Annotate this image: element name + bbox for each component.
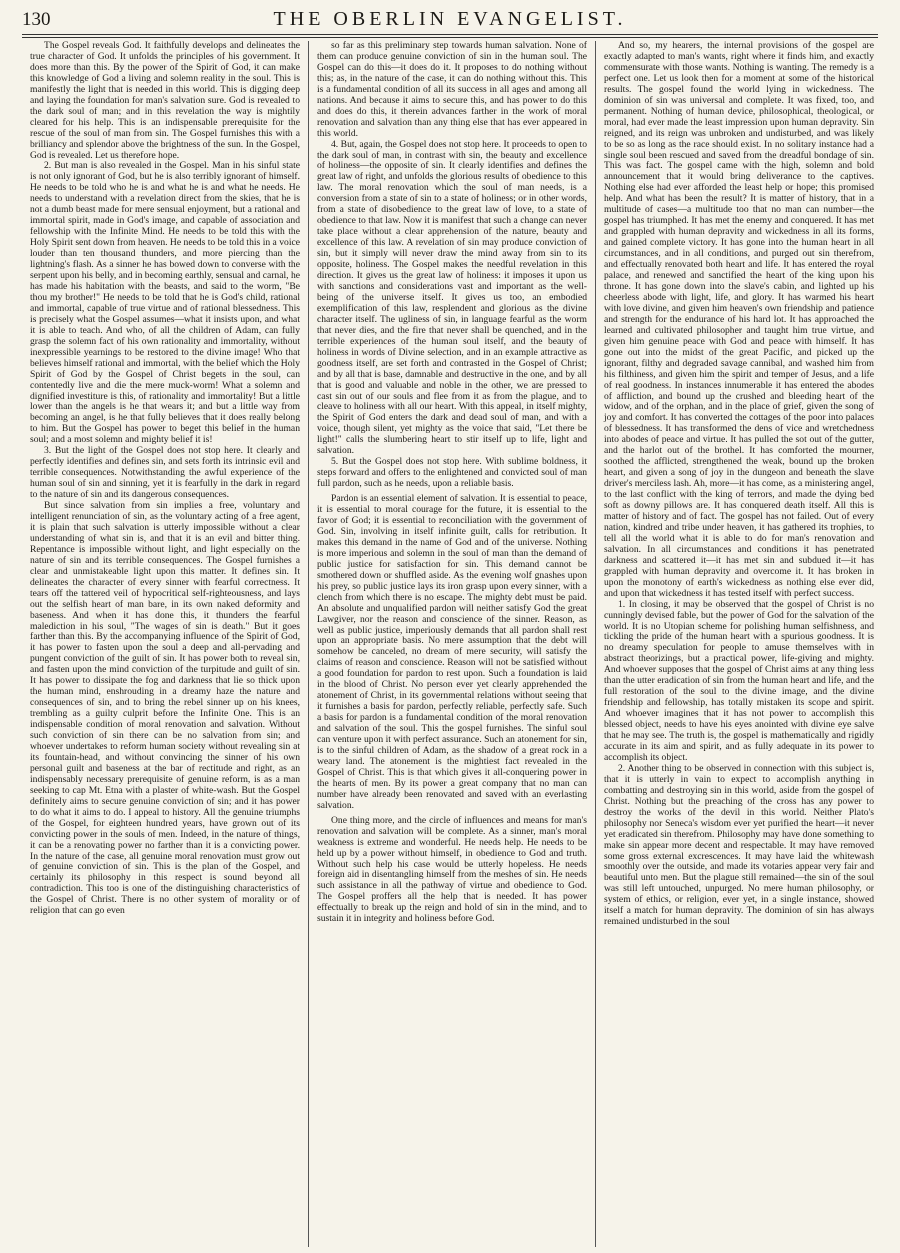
paragraph: One thing more, and the circle of influences and means for man's renovation and salvation will be complete. As a sinner, man's moral weakness is extreme and wonderful. He needs help. He needs to be held up by a power without himself, in obedience to God and truth. Without such help his case would be utterly hopeless. He needs foreign aid in disentangling himself from the meshes of sin. He needs such assistance in all the pathway of virtue and obedience to God. The Gospel proffers all the help that is needed. It has power effectually to break up the reign and hold of sin in the mind, and to sustain it in integrity and holiness before God. [317, 814, 587, 925]
paragraph: 5. But the Gospel does not stop here. With sublime boldness, it steps forward and offers to the enlightened and convicted soul of man full pardon, such as he needs, upon a reliable basis. [317, 456, 587, 490]
column-1 [22, 41, 308, 1247]
paragraph: 3. But the light of the Gospel does not stop here. It clearly and perfectly identifies and defines sin, and sets forth its intrinsic evil and terrible consequences. Notwithstanding the awful experience of the human soul of sin and sinning, yet it is fearfully in the dark in regard to the nature of sin and its dangerous consequences. [30, 445, 300, 501]
paragraph: The Gospel reveals God. It faithfully develops and delineates the true character of God. It unfolds the principles of his government. It does more than this. By the power of the Spirit of God, it can make this knowledge of God a living and solemn reality in the soul. This is manifestly the light that is needed in this world. This is digging deep and laying the foundation for man's salvation sure. God is revealed to the dark soul of man; and in this revelation the way is mightily cleared for his help. This is an indispensable prerequisite for the rescue of the soul of man from sin. The Gospel furnishes this with a brilliancy and splendor above the brightness of the sun. In the Gospel, God is revealed. Let us therefore hope. [30, 41, 300, 161]
masthead-title: THE OBERLIN EVANGELIST. [273, 8, 627, 30]
paragraph: 4. But, again, the Gospel does not stop here. It proceeds to open to the dark soul of man, in contrast with sin, the beauty and excellence of holiness—the opposite of sin. It clearly identifies and defines the great law of right, and unfolds the glorious results of obedience to this law. The moral renovation which the soul of man needs, is a conversion from a state of sin to a state of holiness; or in other words, from a state of disobedience to the great law of love, to a state of obedience to that law. Now it is manifest that such a change can never take place without a clear apprehension of the nature, beauty and excellence of this law. A revelation of sin may produce conviction of sin, but it simply will never draw the mind away from sin to its opposite, holiness. The Gospel makes the needful revelation in this direction. It gives us the great law of holiness: it imposes it upon us with sanctions and considerations vast and important as the well-being of the universe itself. It gives us too, an embodied exemplification of this law, resplendent and glorious as the divine character itself. The ugliness of sin, in language fearful as the worm that never dies, and the fire that never shall be quenched, and in the terrible experiences of the human soul itself, and the beauty of holiness in words of Divine selection, and in an example attractive as goodness itself, are set forth and contrasted in the Gospel of Christ; and by all that is base, damnable and destructive in the one, and by all that is good and valuable and noble in the other, we are pressed to cast sin out of our souls and flee from it as from the plague, and to cleave to holiness with all our heart. With this appeal, in itself mighty, the Spirit of God enters the dark and dead soul of man, and with a voice, though silent, yet mighty as the voice that said, "Let there be light!" calls the slumbering heart to stir itself up to life, light and salvation. [317, 138, 587, 457]
paragraph: Pardon is an essential element of salvation. It is essential to peace, it is essential to moral courage for the future, it is essential to the favor of God; it is essential to reconciliation with the government of God. Sin, involving in itself infinite guilt, calls for retribution. It makes this demand in the name of God and of the universe. Nothing is more imperious and solemn in the soul of man than the demand of public justice for satisfaction for sin. This demand cannot be smothered down or shuffled aside. As the evening wolf gnashes upon his prey, so public justice lays its iron grasp upon every sinner, with a clench from which there is no escape. The mighty debt must be paid. An absolute and unqualified pardon will neither satisfy God the great Lawgiver, nor the reason and conscience of the sinner. Reason, as well as public justice, imperiously demands that all pardon shall rest upon an appropriate basis. No mere assumption that the debt will somehow be canceled, no dream of mere security, will satisfy the claims of reason and conscience. Reason will not be satisfied without a good foundation for pardon to rest upon. Such a foundation is laid in the blood of Christ. No person ever yet clearly apprehended the atonement of Christ, in its governmental relations without seeing that it furnishes a basis for pardon, perfectly reliable, perfectly safe. Such a basis for pardon is a fundamental condition of the moral renovation and salvation of the soul. This the gospel furnishes. The sinful soul can venture upon it with perfect assurance. Such an atonement for sin, is to the sinful children of Adam, as the shadow of a great rock in a weary land. The atonement is the mightiest fact revealed in the Gospel of Christ. This is that which gives it all-conquering power in the hearts of men. By its power a great company that no man can number have already been renovated and saved with an everlasting salvation. [317, 493, 587, 811]
paragraph: And so, my hearers, the internal provisions of the gospel are exactly adapted to man's wants, right where it finds him, and exactly commensurate with those wants. Nothing is wanting. The remedy is a perfect one. Let us look then for a moment at some of the historical results. The gospel found the world lying in wickedness. The dominion of sin was universal and complete. It was fixed, too, and permanent. Nothing of human device, philosophical, theological, or moral, had ever made the least impression upon human depravity. Sin reigned, and its reign was unbroken and undisturbed, and was likely to be so as long as the race should exist. In no solitary instance had a single soul been rescued and saved from the dreadful bondage of sin. This was fact. The gospel came with the high, solemn and bold announcement that it would bring deliverance to the captives. Nothing else had ever afforded the least help or hope; this promised help. And what has been the result? It is matter of history, that in a multitude of cases—a multitude too that no man can number—the gospel has triumphed. It has met the enemy and conquered. It has met and grappled with human depravity and wickedness in all its forms, and gained complete victory. It has gone into the human heart in all circumstances, and in all conditions, and purged out sin therefrom, and effectually renovated both heart and life. It has entered the royal palace, and renewed and sanctified the heart of the king upon his throne. It has gone down into the slave's cabin, and lighted up his cheerless abode with light, life, and glory. It has warmed his heart with love divine, and given him heaven's own friendship and patience and strength for the endurance of his hard lot. It has approached the learned and cultivated philosopher and taught him true virtue, and given him genuine peace with God and peace with himself. It has gone out into the midst of the great Pacific, and picked up the ignorant, filthy and degraded savage cannibal, and washed him from his filthiness, and given him the spirit and temper of Jesus, and a life of real goodness. In instances innumerable it has entered the abodes of affliction, and bound up the crushed and bleeding heart of the widow, and of the orphan, and in the place of grief, given the song of joy and comfort. It has converted the cottages of the poor into palaces of blessedness. It has transformed the dens of vice and wretchedness into abodes of peace and virtue. It has pulled the sot out of the gutter, and the harlot out of the brothel. It has comforted the mourner, soothed the afflicted, strengthened the weak, bound up the broken heart, and given a song of joy in the dungeon and beneath the slave driver's merciless lash. Ah, more—it has come, as a ministering angel, to the last conflict with the king of terrors, and made the dying bed soft as downy pillows are. It has conquered death itself. All this is matter of history and of fact. The gospel has not failed. Out of every nation, kindred and tribe under heaven, it has gathered its trophies, to tell all the world what it is able to do for man's renovation and salvation. In all circumstances and conditions it has penetrated darkness and scattered it—it has met sin and subdued it—it has grappled with human depravity and overcome it. It has broken in upon the monotony of earth's wickedness as nothing else ever did, and upon that wickedness it has tested itself with perfect success. [604, 41, 874, 599]
column-2 [308, 41, 595, 1247]
header-rule [22, 34, 878, 38]
paragraph: 2. But man is also revealed in the Gospel. Man in his sinful state is not only ignorant of God, but he is also terribly ignorant of himself. He needs to be told who he is and what he is and what he needs. He needs to understand with a revelation direct from the skies, that he is not a dumb beast made for mere sensual enjoyment, but a rational and immortal spirit, made in God's image, and capable of association and fellowship with the Infinite Mind. He needs to be told this with the Holy Spirit sent down from heaven. He needs to be told this in a voice louder than ten thousand thunders, and more piercing than the lightning's flash. As a sinner he has bowed down to converse with the serpent upon his belly, and in becoming earthly, sensual and carnal, he has made his habitation with the beasts, and said to the worm, "Be thou my brother!" He needs to be told that he is God's child, rational and immortal, capable of true virtue and of rational blessedness. This is precisely what the Gospel assumes—what it insists upon, and what it is able to teach. And who, of all the children of Adam, can fully grasp the solemn fact of his own rationality and immortality, without inexpressible yearnings to be restored to the divine image! Who that believes himself rational and immortal, with the belief which the Holy Spirit of God by the Gospel of Christ begets in the soul, can contentedly live and die the mere muck-worm! What a solemn and dignified investiture is this, of rationality and immortality! But a little lower than the angels is he that wears it; and but a little way from becoming an angel, is he that fully believes that it does really belong to him. But the Gospel has power to beget this belief in the human soul; and a most solemn and mighty belief it is! [30, 160, 300, 446]
paragraph: 2. Another thing to be observed in connection with this subject is, that it is utterly in vain to expect to accomplish anything in combatting and destroying sin in this world, aside from the gospel of Christ. Nothing but the preaching of the cross has any power to destroy the works of the devil in this world. Neither Plato's philosophy nor Seneca's wisdom ever yet purified the heart—it never yet eradicated sin therefrom. Philosophy may have done something to make sin appear more decent and respectable. It may have removed some gross external excrescences. It may have laid the whitewash smoothly over the outside, and made its votaries appear very fair and beautiful unto men. But the plague still remained—the sin of the soul was still left untouched, unpurged. No mere human philosophy, or system of ethics, or religion, ever yet, in a single instance, showed itself a match for human depravity. The dominion of sin has always remained undisturbed in the soul [604, 762, 874, 928]
text-columns [22, 41, 882, 1247]
column-3 [595, 41, 882, 1247]
paragraph: But since salvation from sin implies a free, voluntary and intelligent renunciation of sin, as the voluntary acting of a free agent, it is plain that such salvation is utterly impossible without a clear understanding of what sin is, and that it is an evil and bitter thing. Repentance is impossible without light, and light especially on the nature of sin and its terrible consequences. The Gospel furnishes a clear and unmistakeable light upon this matter. It defines sin. It delineates the character of every sinner with fearful correctness. It tears off the tattered veil of hypocritical self-righteousness, and lays out the selfish heart of man bare, in its own naked deformity and baseness. And when it has done this, it thunders the fearful malediction in his soul, "The wages of sin is death." But it goes farther than this. By the accompanying influence of the Spirit of God, it has power to fasten upon the soul a deep and all-pervading and pungent conviction of the guilt of sin. It has power both to reveal sin, and fasten upon the mind conviction of the turpitude and guilt of sin. It has power to dissipate the fog and darkness that lie so thick upon the human mind, enshrouding in a dreamy haze the nature and consequences of sin, and to bring the rebel sinner up on his knees, trembling as a guilty culprit before the Infinite One. This is an indispensable condition of moral renovation and salvation. Without such conviction of sin there can be no salvation from sin; and whoever undertakes to reform human society without revealing sin at its fountain-head, and without convincing the sinner of his own personal guilt and baseness at the bar of rectitude and right, as an indispensably necessary prerequisite of genuine reform, is as a man seeking to cap Mt. Etna with a plaster of white-wash. But the Gospel definitely aims to secure genuine conviction of sin; and it has power to do what it aims to do. I appeal to history. All the genuine triumphs of the Gospel, for eighteen hundred years, have grown out of its convicting power in the souls of men. Indeed, in the nature of things, it can be a renovating power no farther than it is a convicting power. In the nature of the case, all genuine moral renovation must grow out of genuine conviction of sin. This is the plan of the Gospel, and certainly its philosophy in this respect is sound beyond all contradiction. This too is one of the distinguishing characteristics of the Gospel of Christ. There is no other system of morality or of religion that can go even [30, 500, 300, 917]
paragraph: 1. In closing, it may be observed that the gospel of Christ is no cunningly devised fable, but the power of God for the salvation of the world. It is no Utopian scheme for polishing human selfishness, and tickling the pride of the human heart with a spurious goodness. It is no dreamy speculation for people to amuse themselves with in abstract theorizings, but a practical power, life-giving and mighty. And whoever supposes that the gospel of Christ aims at any thing less than the utter eradication of sin from the human heart and life, and the full restoration of the soul to the divine image, and the divine friendship and fellowship, has totally mistaken its scope and spirit. And whoever imagines that it has not power to accomplish this blessed object, needs to have his eyes anointed with divine eye salve that he may see. The truth is, the gospel is mathematically and rigidly accurate in its aim and spirit, and as fully adequate in its power to accomplish its object. [604, 598, 874, 763]
page-header [22, 8, 878, 34]
paragraph: so far as this preliminary step towards human salvation. None of them can produce genuine conviction of sin in the human soul. The Gospel can do this—it does do it. It proposes to do nothing without this; as, in the nature of the case, it can do nothing without this. This is a fundamental condition of all its success in all ages and among all nations. And because it aims to secure this, and has power to do this and does do this, it therein advances farther in the work of moral renovation and salvation than any thing else that has ever appeared in this world. [317, 41, 587, 139]
page-number: 130 [22, 9, 51, 30]
